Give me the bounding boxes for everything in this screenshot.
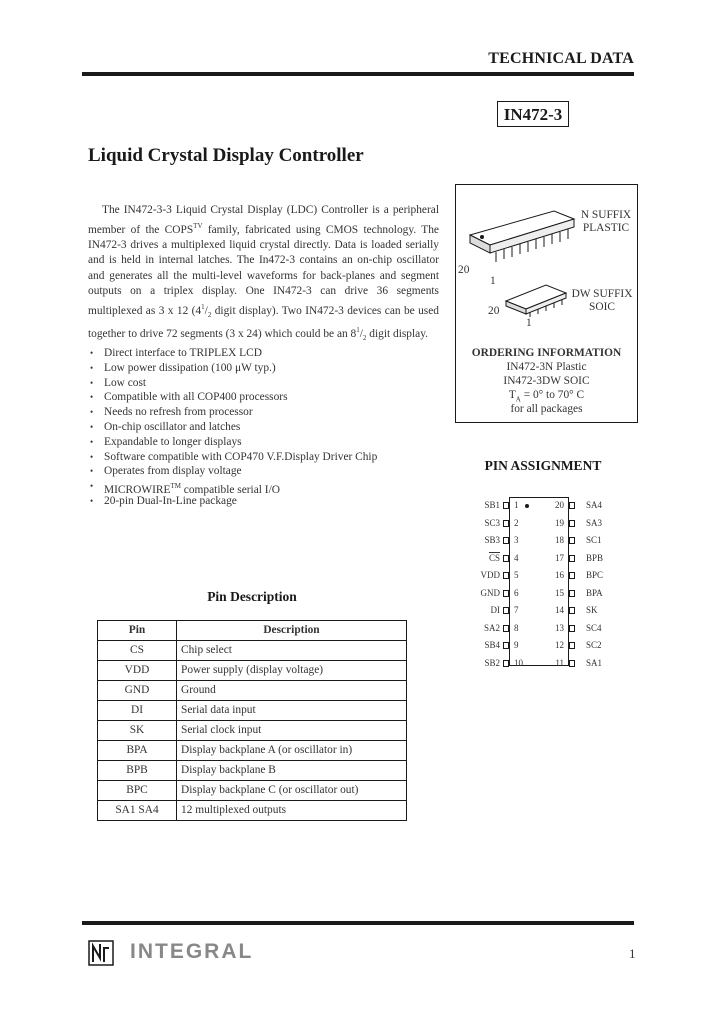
dip-package-icon (462, 197, 582, 267)
table-row (98, 781, 407, 801)
pin-left-stub (503, 537, 509, 544)
desc-cell: Ground (177, 681, 407, 701)
pin-left-name: SB1 (484, 500, 500, 510)
pin-left-stub (503, 502, 509, 509)
pin-left-number: 10 (514, 657, 523, 668)
soic-pin-20: 20 (488, 305, 500, 317)
feature-item: • 20-pin Dual-In-Line package (90, 494, 430, 509)
pin-right-stub (569, 572, 575, 579)
footer-rule (82, 921, 634, 925)
pin-left-stub (503, 572, 509, 579)
table-row (98, 681, 407, 701)
package-box (455, 184, 638, 423)
pin-left-name: SB4 (484, 640, 500, 650)
pin-right-number: 19 (555, 517, 564, 528)
n-suffix-label (576, 209, 636, 235)
pin-row (470, 620, 620, 638)
brand-name: INTEGRAL (130, 940, 254, 963)
pin-assignment-diagram (470, 497, 620, 667)
pin-right-name: SC1 (586, 535, 602, 545)
pin-cell: BPC (98, 781, 177, 801)
microwire-tm: TM (170, 482, 181, 491)
order-plastic: IN472-3N Plastic (506, 361, 587, 373)
half-numerator-2: 1 (356, 326, 360, 335)
page-title: Liquid Crystal Display Controller (88, 145, 364, 166)
intro-text-4: digit display. (366, 328, 429, 341)
desc-cell: 12 multiplexed outputs (177, 801, 407, 821)
dw-suffix: DW SUFFIX (571, 288, 633, 300)
desc-cell: Serial clock input (177, 721, 407, 741)
intro-text-3: digit display). Two IN472-3 devices can be used together to drive 72 segments (3 x 24) which could be an 8 (88, 304, 439, 341)
pin-right-number: 14 (555, 605, 564, 615)
integral-logo-icon (88, 940, 114, 966)
pin-cell: GND (98, 681, 177, 701)
pin-cell: BPA (98, 741, 177, 761)
pin-row (470, 585, 620, 603)
pin-right-stub (569, 607, 575, 614)
temp-prefix: T (508, 389, 516, 401)
pin-cell: CS (98, 641, 177, 661)
pin-left-number: 6 (514, 587, 519, 598)
pin-right-number: 15 (555, 587, 564, 598)
pin-cell: SK (98, 721, 177, 741)
temp-range (456, 389, 637, 403)
feature-item: • Compatible with all COP400 processors (90, 390, 430, 405)
temp-note: for all packages (510, 403, 583, 415)
feature-list (90, 346, 430, 509)
desc-cell: Serial data input (177, 701, 407, 721)
pin-row (470, 497, 620, 515)
pin-cell: BPB (98, 761, 177, 781)
pin-left-number: 3 (514, 535, 519, 545)
pin-row (470, 655, 620, 673)
pin-right-number: 16 (555, 570, 564, 580)
pin-left-name: DI (490, 605, 500, 615)
intro-text-2: family, fabricated using CMOS technology. The IN472-3 drives a multiplexed liquid crystal directly. Data is loaded serially and is held in internal latches. The In472-3 contains an on-chip oscillator and generates all the multi-level waveforms for back-planes and segment outputs on a triplex display. One IN472-3 can drive 36 segments multiplexed as 3 x 12 (4 (88, 223, 439, 317)
pin-row (470, 637, 620, 655)
dw-suffix-label (566, 288, 638, 314)
pin-left-number: 1 (514, 500, 519, 510)
desc-cell: Display backplane A (or oscillator in) (177, 741, 407, 761)
pin-right-name: SC2 (586, 640, 602, 650)
n-suffix: N SUFFIX (580, 209, 632, 221)
pin-row (470, 515, 620, 533)
feature-item-microwire (90, 479, 430, 494)
intro-tm: TV (193, 221, 203, 230)
pin-description-table (97, 620, 407, 821)
pin-right-number: 11 (555, 657, 564, 668)
pin-row (470, 602, 620, 620)
table-row (98, 761, 407, 781)
pin-right-stub (569, 590, 575, 597)
intro-text-1: The IN472-3-3 Liquid Crystal Display (LDC) Controller is a peripheral member of the COPS (88, 204, 439, 236)
pin-right-stub (569, 537, 575, 544)
pin-right-stub (569, 520, 575, 527)
pin-description-title: Pin Description (207, 589, 297, 604)
temp-sub: A (515, 395, 521, 404)
pin-right-number: 17 (555, 552, 564, 563)
feature-item: • Expandable to longer displays (90, 435, 430, 450)
pin-left-name: SC3 (484, 517, 500, 528)
pin-row (470, 532, 620, 550)
pin-right-stub (569, 660, 575, 667)
soic-package-icon (502, 279, 572, 319)
pin-left-stub (503, 590, 509, 597)
pin1-dot-icon (525, 504, 529, 508)
header-rule (82, 72, 634, 76)
table-row (98, 661, 407, 681)
pin-right-name: SA4 (586, 500, 603, 510)
feature-item: • Operates from display voltage (90, 464, 430, 479)
feature-item: • Low cost (90, 376, 430, 391)
pin-right-number: 13 (555, 622, 564, 633)
pin-left-name: VDD (480, 570, 500, 580)
pin-right-name: SK (586, 605, 598, 615)
dw-type: SOIC (589, 301, 615, 313)
pin-right-number: 12 (555, 640, 564, 650)
pin-right-name: BPA (586, 587, 603, 598)
pin-left-number: 5 (514, 570, 519, 580)
pin-left-stub (503, 555, 509, 562)
part-number: IN472-3 (497, 101, 569, 127)
desc-cell: Power supply (display voltage) (177, 661, 407, 681)
col-pin-header: Pin (98, 621, 177, 641)
pin-left-stub (503, 520, 509, 527)
col-desc-header: Description (177, 621, 407, 641)
pin-right-stub (569, 625, 575, 632)
half-numerator: 1 (201, 302, 205, 311)
pin-left-number: 9 (514, 640, 519, 650)
feature-item: • Direct interface to TRIPLEX LCD (90, 346, 430, 361)
pin-right-name: SC4 (586, 622, 602, 633)
feature-item: • Needs no refresh from processor (90, 405, 430, 420)
pin-left-stub (503, 625, 509, 632)
table-row (98, 741, 407, 761)
desc-cell: Chip select (177, 641, 407, 661)
pin-left-name: SA2 (483, 622, 500, 633)
pin-left-number: 8 (514, 622, 519, 633)
soic-pin-1: 1 (526, 317, 532, 329)
pin-right-name: SA1 (586, 657, 603, 668)
pin-cell: SA1 SA4 (98, 801, 177, 821)
table-header-row (98, 621, 407, 641)
pin-left-stub (503, 607, 509, 614)
half-denominator-2: 2 (362, 334, 367, 343)
pin-left-stub (503, 660, 509, 667)
pin-row (470, 567, 620, 585)
half-denominator: 2 (207, 310, 212, 319)
desc-cell: Display backplane B (177, 761, 407, 781)
pin-right-stub (569, 502, 575, 509)
pin-cell: VDD (98, 661, 177, 681)
pin-right-stub (569, 555, 575, 562)
order-soic: IN472-3DW SOIC (503, 375, 590, 387)
table-row (98, 801, 407, 821)
ordering-title: ORDERING INFORMATION (471, 347, 622, 359)
microwire-text: MICROWIRE (104, 483, 171, 496)
feature-item: • On-chip oscillator and latches (90, 420, 430, 435)
pin-left-name: $\overline{CS}$ (488, 552, 500, 563)
pin-assignment-title: PIN ASSIGNMENT (484, 458, 602, 473)
intro-paragraph: The IN472-3-3 Liquid Crystal Display (LDC) Controller is a peripheral member of the $COPS^{TV}$ family, fabricated using CMOS technology. The IN472-3 drives a multiplexed liquid crystal directly. Data is loaded serially and is held in internal latches. The In472-3 contains an on-chip oscillator and generates all the multi-level waveforms for back-planes and segment outputs on a triplex display. One IN472-3 can drive 36 segments multiplexed as 3 x 12 ($4^1/_2$ digit display). Two IN472-3 devices can be used together to drive 72 segments (3 x 24) which could be an $8^1/_2$ digit display. (88, 204, 439, 343)
section-title: TECHNICAL DATA (488, 50, 634, 67)
pin-left-name: GND (480, 587, 500, 598)
pin-left-number: 2 (514, 517, 519, 528)
table-row (98, 641, 407, 661)
table-row (98, 701, 407, 721)
pin-left-number: 7 (514, 605, 519, 615)
feature-item: • Software compatible with COP470 V.F.Display Driver Chip (90, 450, 430, 465)
pin-right-name: SA3 (586, 517, 603, 528)
microwire-rest: compatible serial I/O (180, 483, 280, 496)
dip-pin-1: 1 (490, 275, 496, 287)
n-type: PLASTIC (582, 222, 630, 234)
pin-left-stub (503, 642, 509, 649)
pin-row (470, 550, 620, 568)
pin-right-stub (569, 642, 575, 649)
pin-left-name: SB3 (484, 535, 500, 545)
pin-right-name: BPB (586, 552, 604, 563)
desc-cell: Display backplane C (or oscillator out) (177, 781, 407, 801)
table-row (98, 721, 407, 741)
pin-left-number: 4 (514, 552, 519, 563)
pin-right-number: 18 (555, 535, 564, 545)
pin-right-name: BPC (586, 570, 604, 580)
dip-pin-20: 20 (458, 264, 470, 276)
pin-right-number: 20 (555, 500, 564, 510)
page-number: 1 (629, 946, 636, 961)
feature-item: • Low power dissipation (100 μW typ.) (90, 361, 430, 376)
temp-range-text: = 0° to 70° C (520, 389, 585, 401)
pin-cell: DI (98, 701, 177, 721)
pin-left-name: SB2 (484, 657, 500, 668)
